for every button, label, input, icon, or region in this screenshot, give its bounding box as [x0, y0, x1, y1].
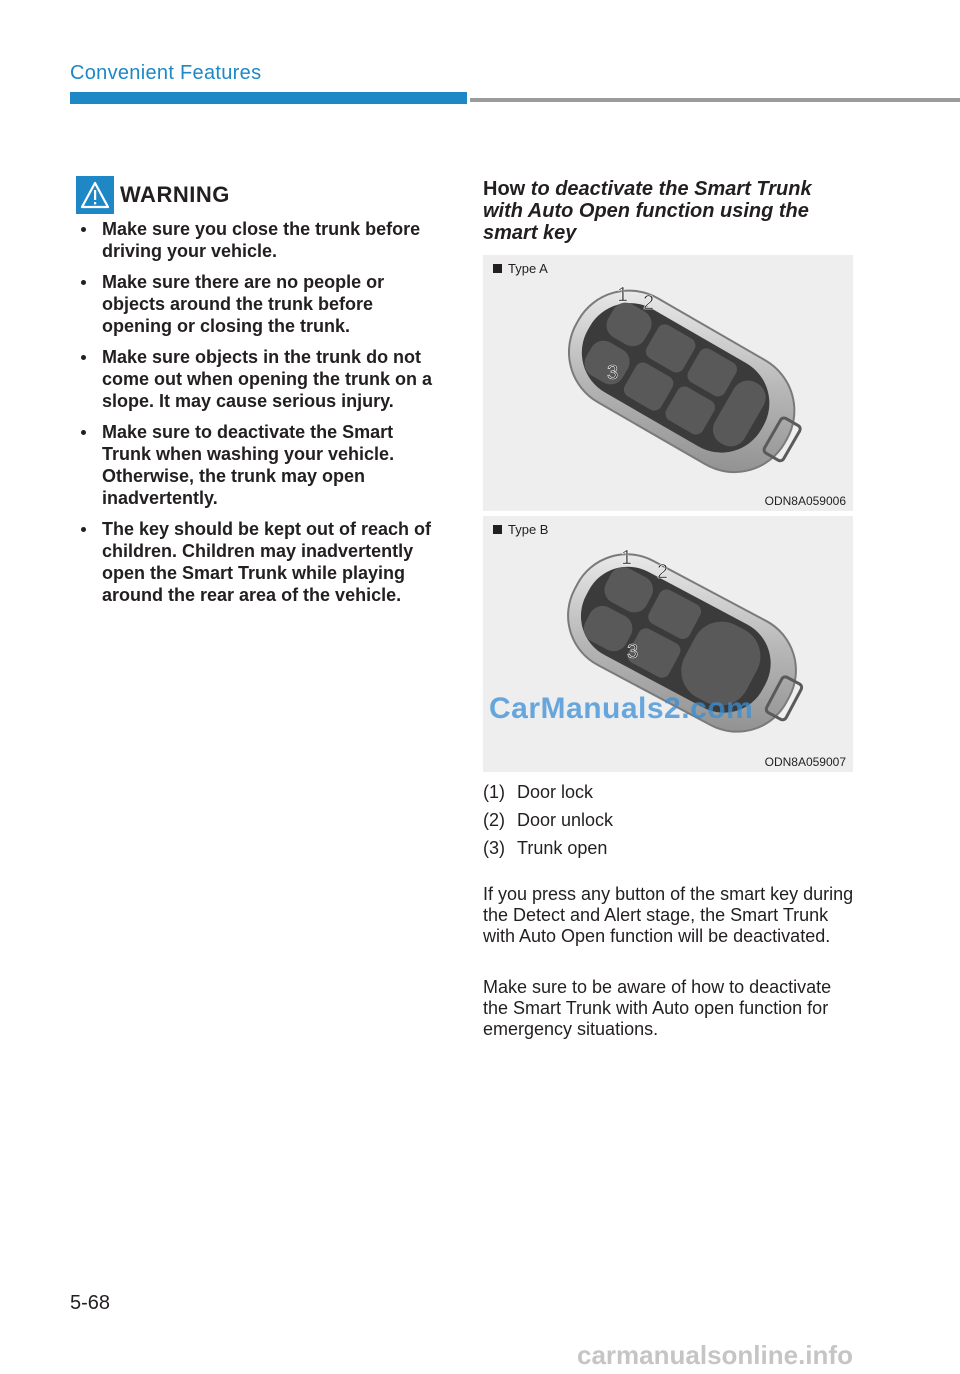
- section-header-title: Convenient Features: [70, 62, 262, 84]
- warning-item: Make sure there are no people or objects around the trunk before opening or closing the trunk.: [76, 271, 446, 337]
- warning-header: [76, 176, 230, 214]
- warning-item: Make sure to deactivate the Smart Trunk when washing your vehicle. Otherwise, the trunk may open inadvertently.: [76, 421, 446, 509]
- callout-3: 3: [627, 641, 639, 663]
- callout-3: 3: [607, 362, 619, 384]
- figure-code: ODN8A059007: [764, 755, 846, 769]
- callout-legend: [483, 781, 853, 865]
- body-paragraph: Make sure to be aware of how to deactivate the Smart Trunk with Auto open function for emergency situations.: [483, 977, 832, 1039]
- figure-type-label: Type A: [493, 261, 548, 276]
- page-number: 5-68: [70, 1292, 111, 1314]
- body-paragraph: If you press any button of the smart key during the Detect and Alert stage, the Smart Trunk with Auto Open function will be deactivated.: [483, 884, 854, 946]
- warning-item: The key should be kept out of reach of children. Children may inadvertently open the Smart Trunk while playing around the rear area of the vehicle.: [76, 518, 446, 606]
- callouts-type-a: [483, 255, 853, 511]
- figure-type-label: Type B: [493, 522, 548, 537]
- callout-1: 1: [617, 284, 629, 306]
- callouts-type-b: [483, 516, 853, 772]
- section-heading: [483, 178, 853, 244]
- figure-type-b: [483, 516, 853, 772]
- callout-1: 1: [621, 547, 633, 569]
- warning-item: Make sure objects in the trunk do not come out when opening the trunk on a slope. It may cause serious injury.: [76, 346, 446, 412]
- legend-item: (2) Door unlock: [483, 810, 614, 830]
- figure-code: ODN8A059006: [764, 494, 846, 508]
- warning-triangle-icon: [76, 176, 114, 214]
- section-heading-italic: to deactivate the Smart Trunk with Auto Open function using the smart key: [483, 178, 812, 244]
- legend-item: (1) Door lock: [483, 782, 594, 802]
- warning-item: Make sure you close the trunk before driving your vehicle.: [76, 218, 446, 262]
- header-rule-gray: [470, 98, 960, 102]
- warning-list: [76, 218, 446, 615]
- footer-site-watermark: carmanualsonline.info: [577, 1340, 853, 1370]
- warning-title: WARNING: [120, 182, 230, 207]
- legend-item: (3) Trunk open: [483, 838, 608, 858]
- watermark: CarManuals2.com: [489, 692, 754, 725]
- header-rule-accent: [70, 92, 467, 104]
- callout-2: 2: [643, 292, 655, 314]
- section-heading-prefix: How: [483, 178, 531, 200]
- callout-2: 2: [657, 561, 669, 583]
- figure-type-a: [483, 255, 853, 511]
